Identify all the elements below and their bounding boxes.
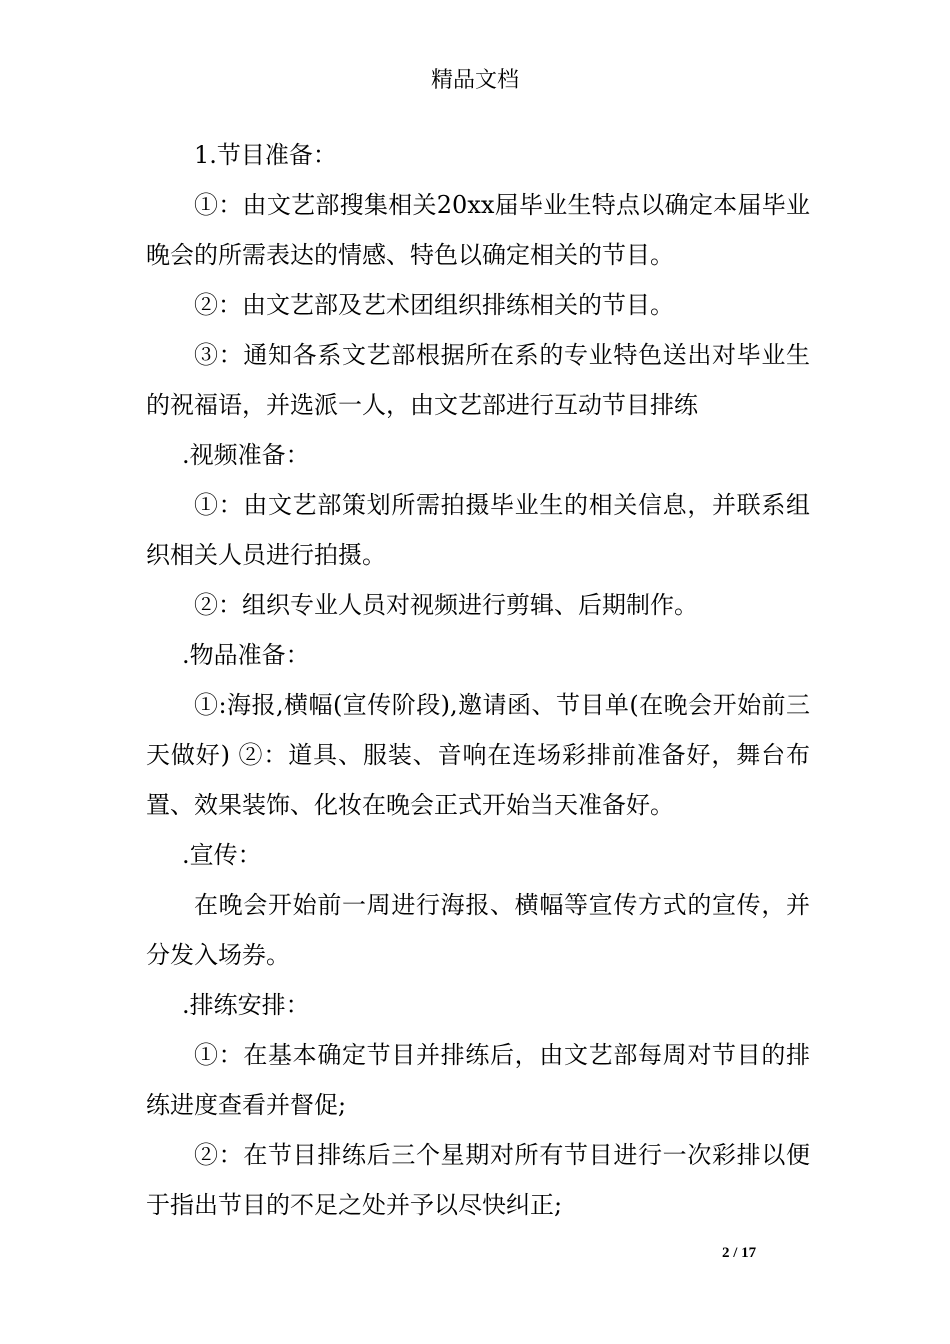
paragraph: ①:海报,横幅(宣传阶段),邀请函、节目单(在晚会开始前三天做好) ②：道具、服装、音响在连场彩排前准备好，舞台布置、效果装饰、化妆在晚会正式开始当天准备好。 [146,691,810,819]
section-rehearsal-schedule: .排练安排： [182,991,310,1019]
page-number: 2 / 17 [722,1245,757,1261]
page-header-title: 精品文档 [430,68,519,93]
paragraph: ①：在基本确定节目并排练后，由文艺部每周对节目的排练进度查看并督促; [146,1041,810,1119]
paragraph: ①：由文艺部策划所需拍摄毕业生的相关信息，并联系组织相关人员进行拍摄。 [146,491,810,569]
paragraph: ①：由文艺部搜集相关20xx届毕业生特点以确定本届毕业晚会的所需表达的情感、特色以确定相关的节目。 [146,191,810,269]
section-video-preparation: .视频准备： [182,441,310,469]
paragraph: ②：在节目排练后三个星期对所有节目进行一次彩排以便于指出节目的不足之处并予以尽快纠正; [146,1141,810,1219]
paragraph: 在晚会开始前一周进行海报、横幅等宣传方式的宣传，并分发入场券。 [146,891,810,969]
section-item-preparation: .物品准备： [182,641,310,669]
paragraph: ③：通知各系文艺部根据所在系的专业特色送出对毕业生的祝福语，并选派一人，由文艺部进行互动节目排练 [146,341,810,419]
section-publicity: .宣传： [182,841,262,869]
document-body [146,130,810,1230]
paragraph: ②：组织专业人员对视频进行剪辑、后期制作。 [194,591,698,619]
section-program-preparation: 1.节目准备： [194,141,337,169]
paragraph: ②：由文艺部及艺术团组织排练相关的节目。 [194,291,674,319]
